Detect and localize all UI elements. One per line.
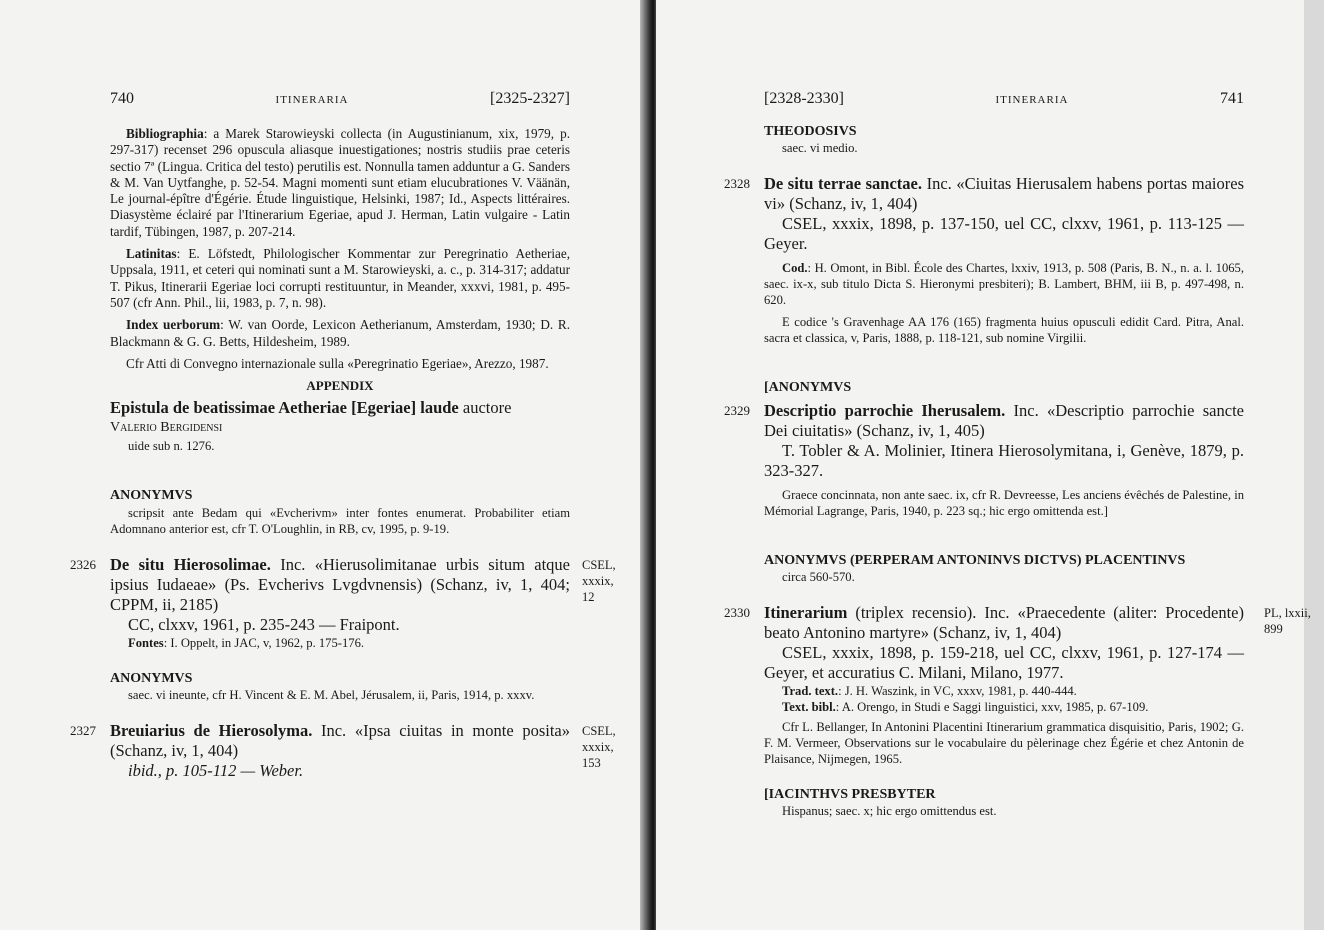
theodosius-heading: THEODOSIVS bbox=[764, 124, 857, 139]
codices-2328 bbox=[764, 260, 1244, 308]
fontes-2326 bbox=[110, 635, 570, 651]
trad-label: Trad. text. bbox=[782, 683, 839, 698]
epistula-note: uide sub n. 1276. bbox=[128, 439, 215, 454]
trad-text: : J. H. Waszink, in VC, xxxv, 1981, p. 440-444. bbox=[838, 683, 1077, 698]
margin-ref-2326: CSEL, xxxix, 12 bbox=[582, 557, 616, 604]
entry-title-2326: De situ Hierosolimae. bbox=[110, 554, 271, 574]
edition-2329: T. Tobler & A. Molinier, Itinera Hierosolymitana, i, Genève, 1879, p. 323-327. bbox=[764, 440, 1244, 480]
page-number-right: 741 bbox=[1219, 90, 1244, 107]
edition-2327: ibid., p. 105-112 — Weber. bbox=[128, 761, 304, 781]
entry-number-2326: 2326 bbox=[70, 556, 96, 572]
entry-title-2330: Itinerarium bbox=[764, 602, 848, 622]
entry-text-2328: Inc. «Ciuitas Hierusalem habens portas maiores vi» (Schanz, iv, 1, 404) bbox=[764, 174, 1245, 214]
running-title-right: ITINERARIA bbox=[995, 94, 1069, 106]
right-column bbox=[724, 124, 1311, 819]
entry-number-2328: 2328 bbox=[724, 176, 750, 192]
running-head-right bbox=[764, 90, 1244, 110]
entry-2328 bbox=[724, 174, 1245, 346]
edition-2330: CSEL, xxxix, 1898, p. 159-218, uel CC, clxxv, 1961, p. 127-174 — Geyer, et accuratius C. Milani, Milano, 1977. bbox=[764, 642, 1244, 682]
entry-2327 bbox=[70, 721, 616, 781]
margin-ref-2327: CSEL, xxxix, 153 bbox=[582, 724, 616, 771]
anonymus-heading-2: ANONYMVS bbox=[110, 670, 193, 686]
bibliographia-label: Bibliographia bbox=[126, 126, 204, 141]
right-page bbox=[656, 0, 1311, 930]
running-title-left: ITINERARIA bbox=[275, 94, 349, 106]
entry-number-2327: 2327 bbox=[70, 723, 96, 739]
entry-text-2329: Inc. «Descriptio parrochie sancte Dei ciuitatis» (Schanz, iv, 1, 405) bbox=[764, 400, 1244, 440]
bibliographia-text: : a Marek Starowieyski collecta (in Augustinianum, xix, 1979, p. 297-317) recenset 296 opuscula aliasque inuestigationes; nostris studiis prae ceteris sectio 7ª (Lingua. Critica del testo) perutilis est. Nonnulla tamen adduntur a G. Sanders & M. Van Uytfanghe, p. 52-54. Magni momenti sunt etiam elucubrationes V. Väänän, Le journal-épître d'Égérie. Étude linguistique, Helsinki, 1987; Id., Aspects littéraires. Diasystème éclairé par l'Itinerarium Egeriae, apud J. Herman, Latin vulgaire - Latin tardif, Tübingen, 1987, p. 207-214. bbox=[110, 126, 570, 239]
entry-range-left: [2325-2327] bbox=[490, 90, 570, 107]
codices-text: : H. Omont, in Bibl. École des Chartes, lxxiv, 1913, p. 508 (Paris, B. N., n. a. l. 1065, saec. ix-x, sub titulo Dicta S. Hieronymi presbiteri); B. Lambert, BHM, iii B, p. 497-498, n. 620. bbox=[764, 261, 1244, 308]
entry-text-2326: Inc. «Hierusolimitanae urbis situm atque ipsius Iudaeae» (Ps. Evcherivs Lvgdvnensis) (Schanz, iv, 1, 404; CPPM, ii, 2185) bbox=[110, 554, 570, 614]
note-2330: Cfr L. Bellanger, In Antonini Placentini Itinerarium grammatica disquisitio, Paris, 1902; G. F. M. Vermeer, Observations sur le vocabulaire du pèlerinage chez Égérie et chez Antonin de Plaisance, Nijmegen, 1965. bbox=[764, 719, 1244, 766]
running-head-left bbox=[110, 90, 570, 110]
anonymus-placentinus-text: circa 560-570. bbox=[782, 569, 855, 584]
entry-heading-2330 bbox=[764, 603, 1244, 643]
epistula-title: Epistula de beatissimae Aetheriae [Egeriae] laude bbox=[110, 398, 459, 418]
entry-number-2330: 2330 bbox=[724, 604, 750, 620]
entry-2326 bbox=[70, 554, 616, 651]
anonymus-text-1: scripsit ante Bedam qui «Evcherivm» inter fontes enumerat. Probabiliter etiam Adomnano anterior est, cfr T. O'Loughlin, in RB, cv, 1995, p. 9-19. bbox=[110, 505, 570, 536]
note-2329: Graece concinnata, non ante saec. ix, cfr R. Devreesse, Les anciens évêchés de Palestine, in Mémorial Lagrange, Paris, 1940, p. 223 sq.; hic ergo omittenda est.] bbox=[764, 487, 1244, 518]
fontes-text: : I. Oppelt, in JAC, v, 1962, p. 175-176. bbox=[163, 635, 365, 650]
anonymus-placentinus-heading: ANONYMVS (PERPERAM ANTONINVS DICTVS) PLACENTINVS bbox=[764, 552, 1186, 568]
left-column bbox=[70, 126, 616, 781]
edition-2328: CSEL, xxxix, 1898, p. 137-150, uel CC, clxxv, 1961, p. 113-125 — Geyer. bbox=[764, 214, 1244, 254]
bibliographia-paragraph bbox=[110, 126, 570, 240]
entry-2330 bbox=[724, 602, 1311, 767]
entry-title-2327: Breuiarius de Hierosolyma. bbox=[110, 721, 313, 741]
entry-heading-2327 bbox=[110, 721, 570, 761]
iacinthus-text: Hispanus; saec. x; hic ergo omittendus est. bbox=[782, 804, 997, 819]
entry-text-2330: (triplex recensio). Inc. «Praecedente (aliter: Procedente) beato Antonino martyre» (Schanz, iv, 1, 404) bbox=[764, 602, 1244, 642]
margin-ref-2330: PL, lxxii, 899 bbox=[1264, 605, 1311, 636]
entry-heading-2329 bbox=[764, 401, 1244, 441]
index-text: : W. van Oorde, Lexicon Aetherianum, Amsterdam, 1930; D. R. Blackmann & G. G. Betts, Hildesheim, 1989. bbox=[110, 317, 571, 349]
page-number-left: 740 bbox=[110, 90, 134, 107]
note-2328: E codice 's Gravenhage AA 176 (165) fragmenta huius opusculi edidit Card. Pitra, Anal. sacra et classica, v, Paris, 1888, p. 118-121, sub nomine Virgilii. bbox=[764, 315, 1244, 346]
bibl-2330 bbox=[764, 699, 1244, 715]
trad-2330 bbox=[764, 683, 1244, 699]
anonymus-heading-3: [ANONYMVS bbox=[764, 380, 852, 396]
epistula-author: Valerio Bergidensi bbox=[110, 420, 223, 436]
left-page bbox=[0, 0, 648, 930]
epistula-auctore: auctore bbox=[458, 398, 512, 418]
entry-2329 bbox=[724, 400, 1244, 519]
entry-heading-2326 bbox=[110, 555, 570, 615]
bibl-text: : A. Orengo, in Studi e Saggi linguistici, xxv, 1985, p. 67-109. bbox=[835, 699, 1149, 714]
epistula-title-line bbox=[110, 398, 570, 418]
theodosius-text: saec. vi medio. bbox=[782, 141, 858, 156]
entry-range-right: [2328-2330] bbox=[764, 90, 844, 107]
anonymus-heading-1: ANONYMVS bbox=[110, 488, 193, 504]
bibl-label: Text. bibl. bbox=[782, 699, 836, 714]
entry-number-2329: 2329 bbox=[724, 402, 750, 418]
iacinthus-heading: [IACINTHVS PRESBYTER bbox=[764, 786, 936, 802]
fontes-label: Fontes bbox=[128, 635, 164, 650]
latinitas-text: : E. Löfstedt, Philologischer Kommentar zur Peregrinatio Aetheriae, Uppsala, 1911, et ceteri qui nominati sunt a M. Starowieyski, a. c., p. 314-317; addatur T. Pikus, Itinerarii Egeriae loci corrupti restituuntur, in Meander, xxxvi, 1981, p. 495-507 (cfr Ann. Phil., lii, 1983, p. 7, n. 98). bbox=[110, 246, 570, 310]
entry-text-2327: Inc. «Ipsa ciuitas in monte posita» (Schanz, iv, 1, 404) bbox=[110, 721, 570, 761]
latinitas-paragraph bbox=[110, 246, 570, 311]
index-label: Index uerborum bbox=[126, 317, 221, 333]
entry-heading-2328 bbox=[764, 174, 1244, 214]
entry-title-2328: De situ terrae sanctae. bbox=[764, 174, 923, 194]
cfr-paragraph: Cfr Atti di Convegno internazionale sulla «Peregrinatio Egeriae», Arezzo, 1987. bbox=[126, 355, 549, 371]
index-paragraph bbox=[110, 317, 570, 350]
edition-2326: CC, clxxv, 1961, p. 235-243 — Fraipont. bbox=[128, 614, 400, 634]
appendix-heading: APPENDIX bbox=[306, 378, 374, 394]
latinitas-label: Latinitas bbox=[126, 246, 177, 262]
anonymus-text-2: saec. vi ineunte, cfr H. Vincent & E. M. Abel, Jérusalem, ii, Paris, 1914, p. xxxv. bbox=[128, 688, 535, 703]
codices-label: Cod. bbox=[782, 261, 808, 276]
entry-title-2329: Descriptio parrochie Iherusalem. bbox=[764, 400, 1006, 420]
